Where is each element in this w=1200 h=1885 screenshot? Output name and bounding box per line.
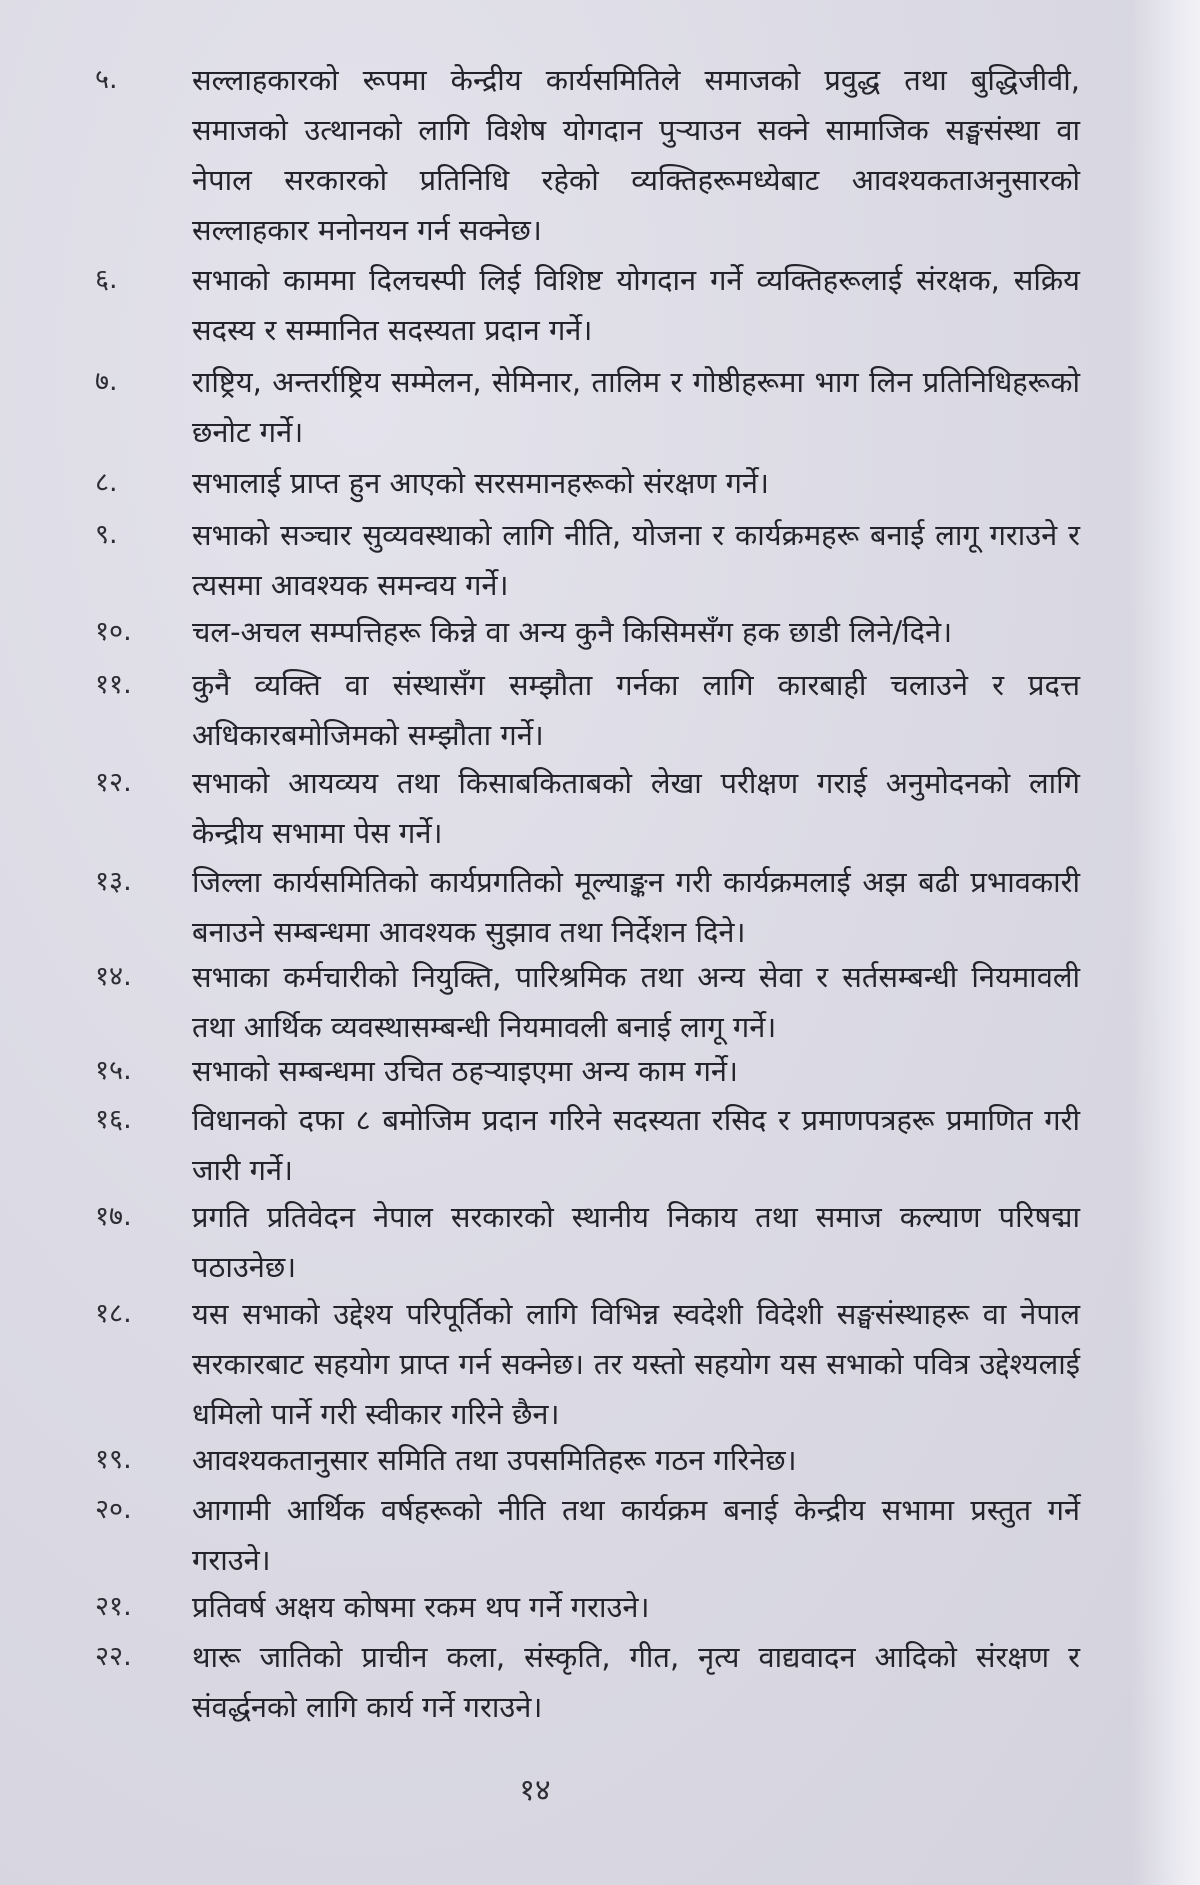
item-text: सभाका कर्मचारीको नियुक्ति, पारिश्रमिक तथा अन्य सेवा र सर्तसम्बन्धी नियमावली तथा आर्थिक व्यवस्थासम्बन्धी नियमावली बनाई लागू गर्ने। bbox=[192, 960, 1080, 1044]
item-text: सल्लाहकारको रूपमा केन्द्रीय कार्यसमितिले समाजको प्रवुद्ध तथा बुद्धिजीवी, समाजको उत्थानको लागि विशेष योगदान पुऱ्याउन सक्ने सामाजिक सङ्घसंस्था वा नेपाल सरकारको प्रतिनिधि रहेको व्यक्तिहरूमध्येबाट आवश्यकताअनुसारको सल्लाहकार मनोनयन गर्न सक्नेछ। bbox=[192, 63, 1080, 247]
item-number: १५. bbox=[95, 1055, 132, 1086]
item-number: ६. bbox=[95, 264, 118, 295]
item-text: आगामी आर्थिक वर्षहरूको नीति तथा कार्यक्रम बनाई केन्द्रीय सभामा प्रस्तुत गर्ने गराउने। bbox=[192, 1493, 1080, 1577]
item-text: सभाको काममा दिलचस्पी लिई विशिष्ट योगदान गर्ने व्यक्तिहरूलाई संरक्षक, सक्रिय सदस्य र सम्मानित सदस्यता प्रदान गर्ने। bbox=[192, 263, 1080, 347]
item-number: २२. bbox=[95, 1641, 132, 1672]
item-text: राष्ट्रिय, अन्तर्राष्ट्रिय सम्मेलन, सेमिनार, तालिम र गोष्ठीहरूमा भाग लिन प्रतिनिधिहरूको छनोट गर्ने। bbox=[192, 365, 1080, 449]
item-number: ८. bbox=[95, 467, 118, 498]
item-text: कुनै व्यक्ति वा संस्थासँग सम्झौता गर्नका लागि कारबाही चलाउने र प्रदत्त अधिकारबमोजिमको सम्झौता गर्ने। bbox=[192, 668, 1080, 752]
item-number: ५. bbox=[95, 64, 118, 95]
item-number: १२. bbox=[95, 767, 132, 798]
item-number: २०. bbox=[95, 1494, 132, 1525]
item-number: २१. bbox=[95, 1591, 132, 1622]
item-text: सभाको सम्बन्धमा उचित ठहऱ्याइएमा अन्य काम गर्ने। bbox=[192, 1054, 738, 1088]
item-text: यस सभाको उद्देश्य परिपूर्तिको लागि विभिन्न स्वदेशी विदेशी सङ्घसंस्थाहरू वा नेपाल सरकारबाट सहयोग प्राप्त गर्न सक्नेछ। तर यस्तो सहयोग यस सभाको पवित्र उद्देश्यलाई धमिलो पार्ने गरी स्वीकार गरिने छैन। bbox=[192, 1297, 1080, 1431]
item-number: ७. bbox=[95, 366, 118, 397]
item-text: चल-अचल सम्पत्तिहरू किन्ने वा अन्य कुनै किसिमसँग हक छाडी लिने/दिने। bbox=[192, 615, 953, 649]
page-number: १४ bbox=[519, 1773, 551, 1808]
item-number: १८. bbox=[95, 1298, 132, 1329]
item-number: ११. bbox=[95, 669, 132, 700]
item-text: थारू जातिको प्राचीन कला, संस्कृति, गीत, नृत्य वाद्यवादन आदिको संरक्षण र संवर्द्धनको लागि कार्य गर्ने गराउने। bbox=[192, 1640, 1080, 1724]
item-text: सभाको आयव्यय तथा किसाबकिताबको लेखा परीक्षण गराई अनुमोदनको लागि केन्द्रीय सभामा पेस गर्ने। bbox=[192, 766, 1080, 850]
item-number: १४. bbox=[95, 961, 132, 992]
item-number: १३. bbox=[95, 866, 132, 897]
item-number: १७. bbox=[95, 1201, 132, 1232]
item-number: १६. bbox=[95, 1104, 132, 1135]
item-text: सभालाई प्राप्त हुन आएको सरसमानहरूको संरक्षण गर्ने। bbox=[192, 466, 770, 500]
item-text: सभाको सञ्चार सुव्यवस्थाको लागि नीति, योजना र कार्यक्रमहरू बनाई लागू गराउने र त्यसमा आवश्यक समन्वय गर्ने। bbox=[192, 518, 1080, 602]
item-text: विधानको दफा ८ बमोजिम प्रदान गरिने सदस्यता रसिद र प्रमाणपत्रहरू प्रमाणित गरी जारी गर्ने। bbox=[192, 1103, 1080, 1187]
item-text: प्रतिवर्ष अक्षय कोषमा रकम थप गर्ने गराउने। bbox=[192, 1590, 650, 1624]
item-number: ९. bbox=[95, 519, 118, 550]
item-text: आवश्यकतानुसार समिति तथा उपसमितिहरू गठन गरिनेछ। bbox=[192, 1443, 797, 1477]
item-number: १९. bbox=[95, 1444, 132, 1475]
item-text: जिल्ला कार्यसमितिको कार्यप्रगतिको मूल्याङ्कन गरी कार्यक्रमलाई अझ बढी प्रभावकारी बनाउने सम्बन्धमा आवश्यक सुझाव तथा निर्देशन दिने। bbox=[192, 865, 1080, 949]
item-text: प्रगति प्रतिवेदन नेपाल सरकारको स्थानीय निकाय तथा समाज कल्याण परिषद्मा पठाउनेछ। bbox=[192, 1200, 1080, 1284]
item-number: १०. bbox=[95, 616, 132, 647]
